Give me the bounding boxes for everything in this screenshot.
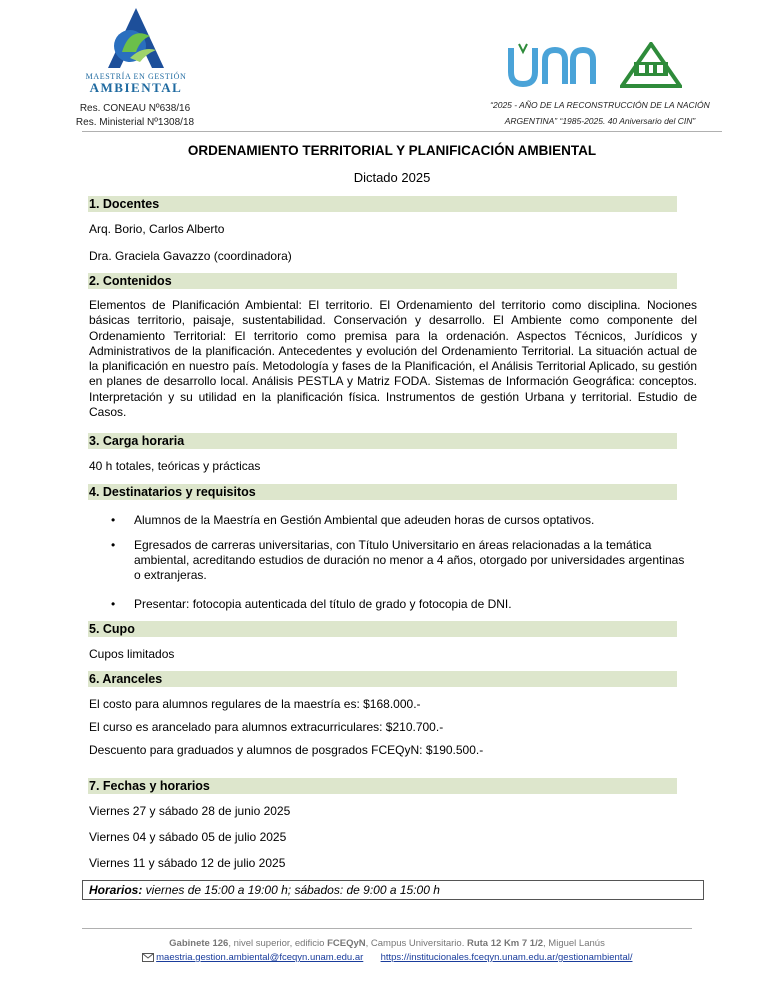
requisitos-list: [90, 538, 690, 583]
horarios-label: Horarios:: [89, 883, 143, 897]
motto-line1: “2025 - AÑO DE LA RECONSTRUCCIÓN DE LA NACIÓN: [490, 100, 710, 110]
res-coneau: Res. CONEAU Nº638/16: [79, 103, 191, 114]
cin-logo: [620, 42, 682, 88]
page-title: ORDENAMIENTO TERRITORIAL Y PLANIFICACIÓN AMBIENTAL: [187, 143, 597, 158]
arancel-item: El curso es arancelado para alumnos extracurriculares: $210.700.-: [89, 720, 444, 734]
footer-address: Gabinete 126, nivel superior, edificio FCEQyN, Campus Universitario. Ruta 12 Km 7 1/2, Miguel Lanús: [169, 938, 605, 949]
arancel-item: Descuento para graduados y alumnos de posgrados FCEQyN: $190.500.-: [89, 743, 484, 757]
section-heading-contenidos: 2. Contenidos: [88, 273, 677, 289]
logo-text-line2: AMBIENTAL: [89, 80, 183, 95]
maestria-logo: [100, 6, 172, 70]
header-divider: [82, 131, 722, 132]
horarios-value: viernes de 15:00 a 19:00 h; sábados: de 9:00 a 15:00 h: [142, 883, 440, 897]
requisitos-list: [90, 597, 690, 612]
section-heading-carga: 3. Carga horaria: [88, 433, 677, 449]
footer-contact: [82, 952, 692, 965]
logo-text-line1: MAESTRÍA EN GESTIÓN: [85, 72, 187, 81]
section-heading-destinatarios: 4. Destinatarios y requisitos: [88, 484, 677, 500]
unam-logo: [505, 42, 605, 90]
footer-divider: [82, 928, 692, 929]
res-ministerial: Res. Ministerial Nº1308/18: [75, 117, 195, 128]
arancel-item: El costo para alumnos regulares de la maestría es: $168.000.-: [89, 697, 421, 711]
list-item: • Egresados de carreras universitarias, con Título Universitario en áreas relacionadas a la temática ambiental, acreditando estudios de duración no menor a 4 años, otorgado por universidades argentinas o extranjeras.: [111, 538, 685, 582]
fecha-item: Viernes 11 y sábado 12 de julio 2025: [89, 856, 286, 870]
carga-text: 40 h totales, teóricas y prácticas: [89, 459, 261, 473]
website-link[interactable]: https://institucionales.fceqyn.unam.edu.ar/gestionambiental/: [380, 952, 633, 963]
page-subtitle: Dictado 2025: [353, 170, 431, 185]
section-heading-fechas: 7. Fechas y horarios: [88, 778, 677, 794]
docente-item: Arq. Borio, Carlos Alberto: [89, 222, 225, 236]
list-item: • Presentar: fotocopia autenticada del título de grado y fotocopia de DNI.: [111, 597, 512, 611]
list-item: • Alumnos de la Maestría en Gestión Ambiental que adeuden horas de cursos optativos.: [111, 513, 595, 527]
fecha-item: Viernes 04 y sábado 05 de julio 2025: [89, 830, 287, 844]
motto-line2: ARGENTINA” “1985-2025. 40 Aniversario del CIN”: [504, 116, 696, 126]
horarios-box: [82, 880, 704, 900]
envelope-icon: [142, 953, 154, 965]
contenidos-text: Elementos de Planificación Ambiental: El territorio. El Ordenamiento del territorio como disciplina. Nociones básicas territorio, paisaje, sustentabilidad. Conservación y desarrollo. El Ambiente como componente del Ordenamiento Territorial: El territorio como premisa para la ordenación. Aspectos Técnicos, Jurídicos y Administrativos de la planificación. Antecedentes y evolución del Ordenamiento Territorial. La situación actual de la planificación en nuestro país. Metodología y fases de la Planificación, el Análisis Territorial Aplicado, su gestión en planes de desarrollo local. Análisis PESTLA y Matriz FODA. Sistemas de Información Geográfica: conceptos. Interpretación y su utilidad en la planificación física. Instrumentos de gestión Urbana y territorial. Estudio de Casos.: [89, 298, 697, 420]
requisitos-list: [90, 513, 690, 528]
section-heading-cupo: 5. Cupo: [88, 621, 677, 637]
email-link[interactable]: maestria.gestion.ambiental@fceqyn.unam.edu.ar: [156, 952, 364, 963]
fecha-item: Viernes 27 y sábado 28 de junio 2025: [89, 804, 291, 818]
section-heading-docentes: 1. Docentes: [88, 196, 677, 212]
cupo-text: Cupos limitados: [89, 647, 175, 661]
docente-item: Dra. Graciela Gavazzo (coordinadora): [89, 249, 292, 263]
section-heading-aranceles: 6. Aranceles: [88, 671, 677, 687]
